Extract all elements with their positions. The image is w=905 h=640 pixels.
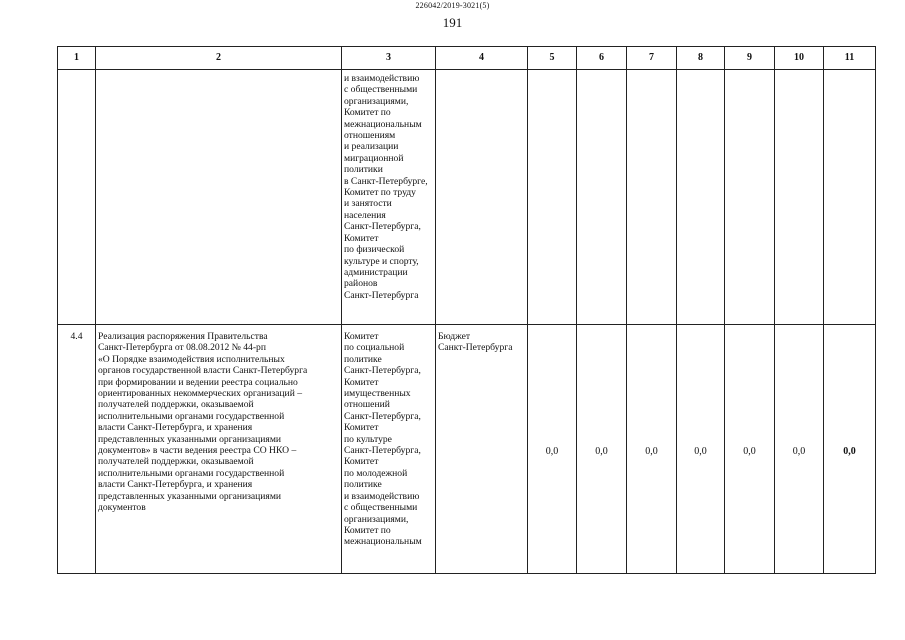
column-header-7: 7 [627,47,677,70]
row-number-cell [58,70,96,325]
value-cell-7: 0,0 [627,325,677,574]
value-cell-7 [627,70,677,325]
value-cell-11-total: 0,0 [824,325,876,574]
value-cell-10 [775,70,824,325]
column-header-6: 6 [577,47,627,70]
row-number-cell: 4.4 [58,325,96,574]
value-cell-11 [824,70,876,325]
value-cell-5: 0,0 [528,325,577,574]
value-cell-6 [577,70,627,325]
value-cell-9: 0,0 [725,325,775,574]
column-header-9: 9 [725,47,775,70]
executors-cell: и взаимодействию с общественными организациями, Комитет по межнациональным отношениям и реализации миграционной политики в Санкт-Петербурге, Комитет по труду и занятости населения Санкт-Петербурга, Комитет по физической культуре и спорту, администрации районов Санкт-Петербурга [342,70,436,325]
column-header-8: 8 [677,47,725,70]
column-header-2: 2 [96,47,342,70]
document-code: 226042/2019-3021(5) [415,1,490,10]
value-cell-8: 0,0 [677,325,725,574]
description-cell [96,70,342,325]
value-cell-10: 0,0 [775,325,824,574]
column-header-11: 11 [824,47,876,70]
value-cell-5 [528,70,577,325]
column-header-1: 1 [58,47,96,70]
column-header-3: 3 [342,47,436,70]
table-row [58,70,876,325]
budget-table [57,46,876,574]
column-header-5: 5 [528,47,577,70]
table-row [58,325,876,574]
funding-source-cell: Бюджет Санкт-Петербурга [436,325,528,574]
value-cell-9 [725,70,775,325]
value-cell-6: 0,0 [577,325,627,574]
funding-source-cell [436,70,528,325]
column-header-4: 4 [436,47,528,70]
page-number: 191 [442,15,463,30]
value-cell-8 [677,70,725,325]
column-number-row [58,47,876,70]
executors-cell: Комитет по социальной политике Санкт-Петербурга, Комитет имущественных отношений Санкт-Петербурга, Комитет по культуре Санкт-Петербурга, Комитет по молодежной политике и взаимодействию с общественными организациями, Комитет по межнациональным [342,325,436,574]
description-cell: Реализация распоряжения Правительства Санкт-Петербурга от 08.08.2012 № 44-рп «О Порядке взаимодействия исполнительных органов государственной власти Санкт-Петербурга при формировании и ведении реестра социально ориентированных некоммерческих организаций – получателей поддержки, оказываемой исполнительными органами государственной власти Санкт-Петербурга, и хранения представленных указанными организациями документов» в части ведения реестра СО НКО – получателей поддержки, оказываемой исполнительными органами государственной власти Санкт-Петербурга, и хранения представленных указанными организациями документов [96,325,342,574]
column-header-10: 10 [775,47,824,70]
